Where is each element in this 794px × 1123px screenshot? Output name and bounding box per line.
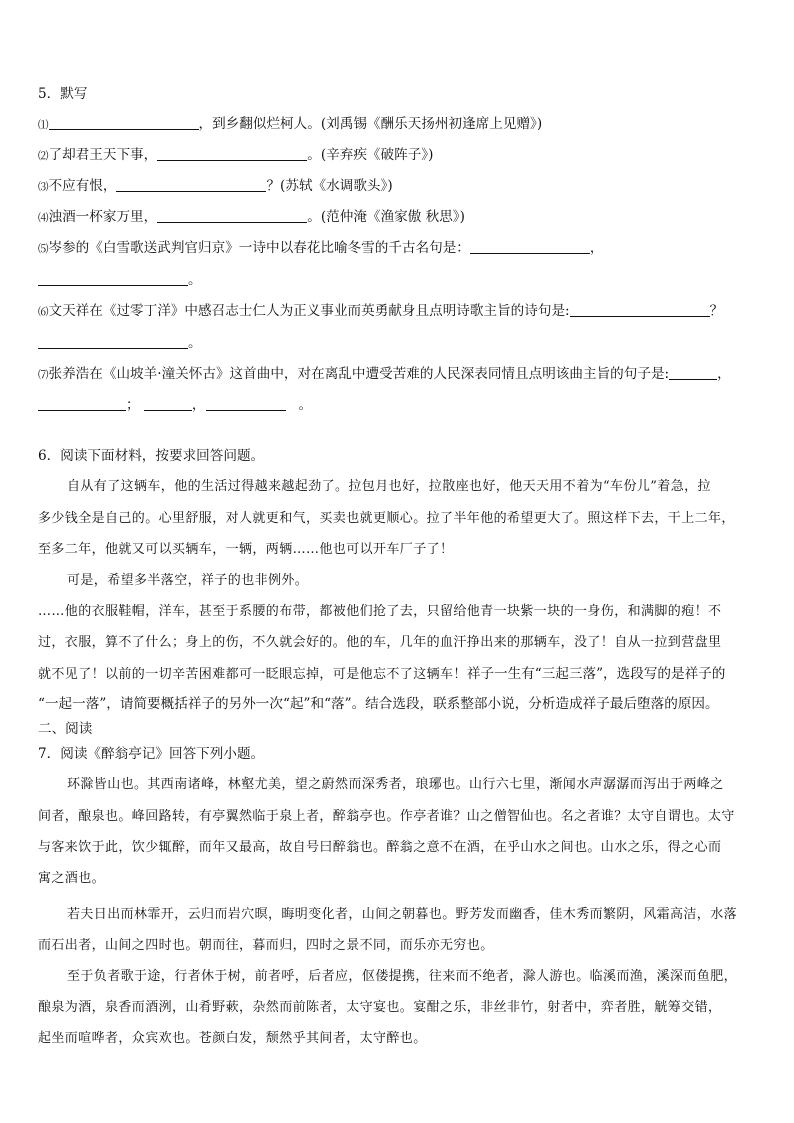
q7-p1-line1: 环滁皆山也。其西南诸峰，林壑尤美，望之蔚然而深秀者，琅琊也。山行六七里，渐闻水声潺潺而泻出于两峰之 — [67, 777, 724, 792]
answer-blank[interactable] — [669, 365, 717, 380]
item-text: 。(辛弃疾《破阵子》) — [307, 147, 434, 163]
q5-item-5-cont — [38, 270, 202, 290]
q6-p1-line3: 至多二年，他就又可以买辆车，一辆，两辆……他也可以开车厂子了！ — [38, 542, 454, 557]
answer-blank[interactable] — [38, 334, 188, 349]
item-text: ？ — [709, 303, 724, 319]
q6-p3-line1: ……他的衣服鞋帽，洋车，甚至于系腰的布带，都被他们抢了去，只留给他青一块紫一块的一身伤，和满脚的疱！不 — [38, 604, 722, 619]
q5-item-2 — [38, 145, 433, 166]
q5-item-7 — [38, 364, 731, 385]
item-number: ⑸ — [38, 243, 49, 255]
item-text: 浊酒一杯家万里， — [48, 209, 158, 225]
q6-p1-line1: 自从有了这辆车，他的生活过得越来越起劲了。拉包月也好，拉散座也好，他天天用不着为“车份儿”着急，拉 — [67, 479, 711, 494]
item-text: ？(苏轼《水调歌头》) — [266, 178, 393, 194]
q5-item-3 — [38, 176, 393, 197]
item-number: ⑴ — [38, 119, 49, 131]
answer-blank[interactable] — [570, 302, 710, 317]
q7-p1-line3: 与客来饮于此，饮少辄醉，而年又最高，故自号曰醉翁也。醉翁之意不在酒，在乎山水之间也。山水之乐，得之心而 — [38, 840, 722, 855]
q6-question: “一起一落”，请简要概括祥子的另外一次“起”和“落”。结合选段，联系整部小说，分析造成祥子最后堕落的原因。 — [38, 696, 719, 712]
q5-title: 5．默写 — [38, 86, 88, 102]
q5-item-4 — [38, 207, 465, 228]
q5-item-6 — [38, 301, 723, 322]
answer-blank[interactable] — [206, 396, 286, 411]
item-number: ⑶ — [38, 181, 49, 193]
q5-item-7-cont — [38, 395, 312, 415]
item-text: ，到乡翻似烂柯人。(刘禹锡《酬乐天扬州初逢席上见赠》) — [198, 116, 543, 132]
q6-p2: 可是，希望多半落空，祥子的也非例外。 — [67, 573, 309, 588]
item-text: 岑参的《白雪歌送武判官归京》一诗中以春花比喻冬雪的千古名句是： — [48, 240, 470, 256]
item-number: ⑹ — [38, 306, 49, 318]
q7-p3-line1: 至于负者歌于途，行者休于树，前者呼，后者应，伛偻提携，往来而不绝者，滁人游也。临溪而渔，溪深而鱼肥， — [67, 969, 738, 984]
item-text: 文天祥在《过零丁洋》中感召志士仁人为正义事业而英勇献身且点明诗歌主旨的诗句是: — [48, 303, 570, 319]
q7-title: 7．阅读《醉翁亭记》回答下列小题。 — [38, 746, 265, 762]
item-text: ； — [126, 397, 140, 413]
q7-p1-line4: 寓之酒也。 — [38, 871, 106, 886]
q5-item-5 — [38, 238, 604, 259]
item-text: 了却君王天下事， — [48, 147, 158, 163]
q6-p1-line2: 多少钱全是自己的。心里舒服，对人就更和气，买卖也就更顺心。拉了半年他的希望更大了。照这样下去，干上二年， — [38, 511, 735, 526]
answer-blank[interactable] — [38, 396, 126, 411]
q5-item-1 — [38, 114, 542, 135]
q7-p2-line2: 而石出者，山间之四时也。朝而往，暮而归，四时之景不同，而乐亦无穷也。 — [38, 938, 494, 953]
item-text: 不应有恨， — [48, 178, 117, 194]
item-number: ⑵ — [38, 150, 49, 162]
item-text: ， — [589, 240, 604, 256]
item-number: ⑺ — [38, 369, 49, 381]
item-text: ， — [717, 366, 731, 382]
item-text: ， — [191, 397, 206, 413]
section-heading: 二、阅读 — [38, 721, 93, 737]
q5-item-6-cont — [38, 333, 202, 353]
answer-blank[interactable] — [157, 146, 307, 161]
q7-p3-line2: 酿泉为酒，泉香而酒洌，山肴野蔌，杂然而前陈者，太守宴也。宴酣之乐，非丝非竹，射者中，弈者胜，觥筹交错， — [38, 1000, 722, 1015]
answer-blank[interactable] — [38, 271, 188, 286]
passage-text: 就不见了！以前的一切辛苦困难都可一眨眼忘掉，可是他忘不了这辆车！ — [38, 667, 467, 682]
answer-blank[interactable] — [470, 239, 590, 254]
answer-blank[interactable] — [49, 115, 199, 130]
item-text: 。 — [188, 335, 202, 351]
answer-blank[interactable] — [157, 208, 307, 223]
answer-blank[interactable] — [116, 177, 266, 192]
q6-p3-line2: 过，衣服，算不了什么；身上的伤，不久就会好的。他的车，几年的血汗挣出来的那辆车，没了！自从一拉到营盘里 — [38, 635, 722, 650]
q7-p3-line3: 起坐而喧哗者，众宾欢也。苍颜白发，颓然乎其间者，太守醉也。 — [38, 1031, 427, 1046]
q6-p3-line3 — [38, 664, 725, 685]
question-text: 祥子一生有“三起三落”，选段写的是祥子的 — [466, 666, 726, 682]
item-text: 。(范仲淹《渔家傲 秋思》) — [307, 209, 465, 225]
item-text: 。 — [188, 272, 202, 288]
item-number: ⑷ — [38, 212, 49, 224]
q7-p2-line1: 若夫日出而林霏开，云归而岩穴暝，晦明变化者，山间之朝暮也。野芳发而幽香，佳木秀而繁阴，风霜高洁，水落 — [67, 907, 738, 922]
item-text: 。 — [298, 397, 313, 413]
item-text: 张养浩在《山坡羊·潼关怀古》这首曲中，对在离乱中遭受苦难的人民深表同情且点明该曲主旨的句子是: — [48, 366, 670, 382]
answer-blank[interactable] — [144, 396, 192, 411]
q6-title: 6．阅读下面材料，按要求回答问题。 — [38, 448, 265, 464]
q7-p1-line2: 间者，酿泉也。峰回路转，有亭翼然临于泉上者，醉翁亭也。作亭者谁？山之僧智仙也。名之者谁？太守自谓也。太守 — [38, 809, 735, 824]
